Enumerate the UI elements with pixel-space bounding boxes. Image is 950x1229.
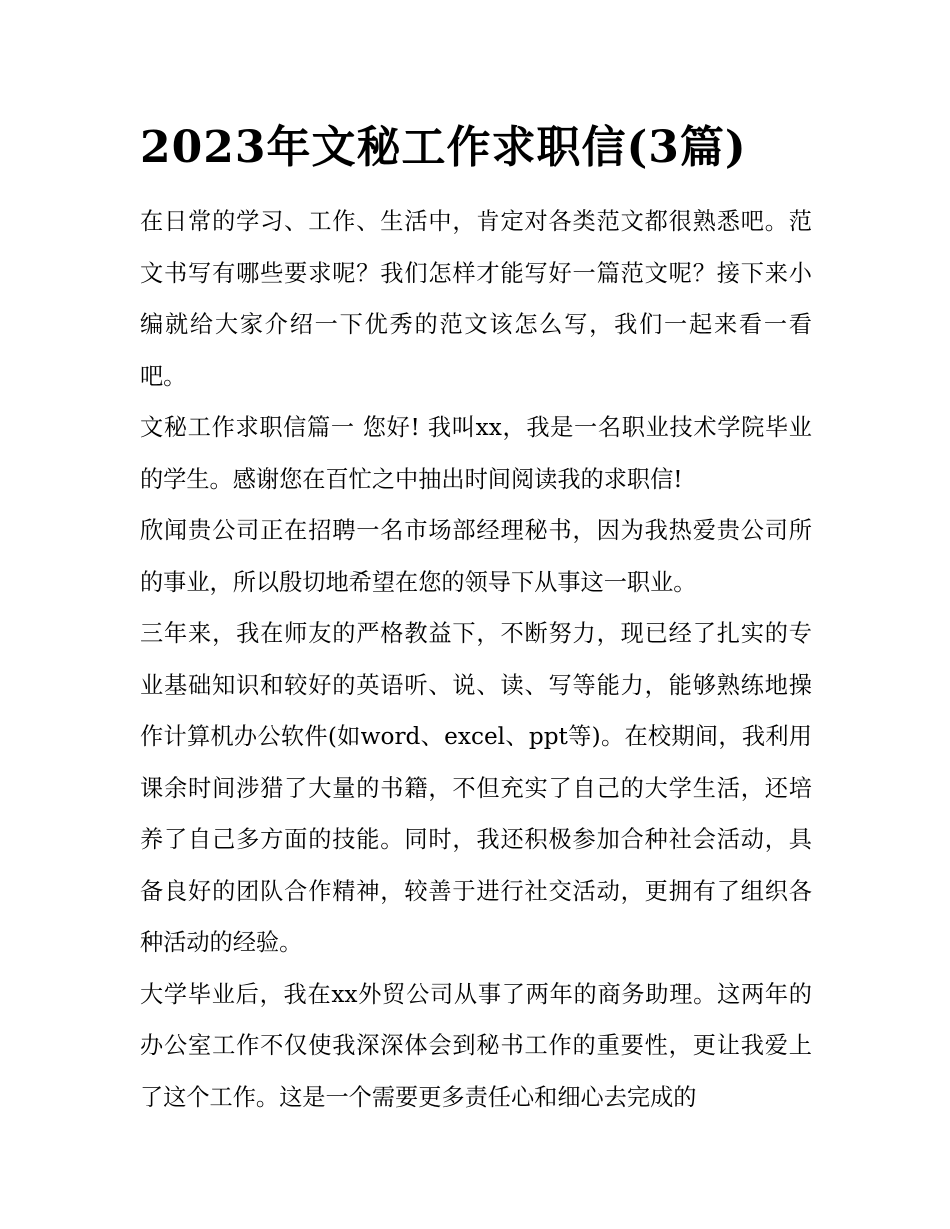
paragraph-motivation: 欣闻贵公司正在招聘一名市场部经理秘书，因为我热爱贵公司所的事业，所以殷切地希望在您的领导下从事这一职业。 xyxy=(140,517,812,596)
paragraph-greeting: 文秘工作求职信篇一 您好! 我叫xx，我是一名职业技术学院毕业的学生。感谢您在百忙之中抽出时间阅读我的求职信! xyxy=(140,414,812,493)
document-title: 2023年文秘工作求职信(3篇) xyxy=(140,122,747,173)
document-body xyxy=(140,196,812,1123)
paragraph-skills: 三年来，我在师友的严格教益下，不断努力，现已经了扎实的专业基础知识和较好的英语听、说、读、写等能力，能够熟练地操作计算机办公软件(如word、excel、ppt等)。在校期间，我利用课余时间涉猎了大量的书籍，不但充实了自己的大学生活，还培养了自己多方面的技能。同时，我还积极参加合种社会活动，具备良好的团队合作精神，较善于进行社交活动，更拥有了组织各种活动的经验。 xyxy=(140,620,812,956)
paragraph-experience: 大学毕业后，我在xx外贸公司从事了两年的商务助理。这两年的办公室工作不仅使我深深体会到秘书工作的重要性，更让我爱上了这个工作。这是一个需要更多责任心和细心去完成的 xyxy=(140,980,812,1111)
paragraph-intro: 在日常的学习、工作、生活中，肯定对各类范文都很熟悉吧。范文书写有哪些要求呢？我们怎样才能写好一篇范文呢？接下来小编就给大家介绍一下优秀的范文该怎么写，我们一起来看一看吧。 xyxy=(140,208,812,390)
